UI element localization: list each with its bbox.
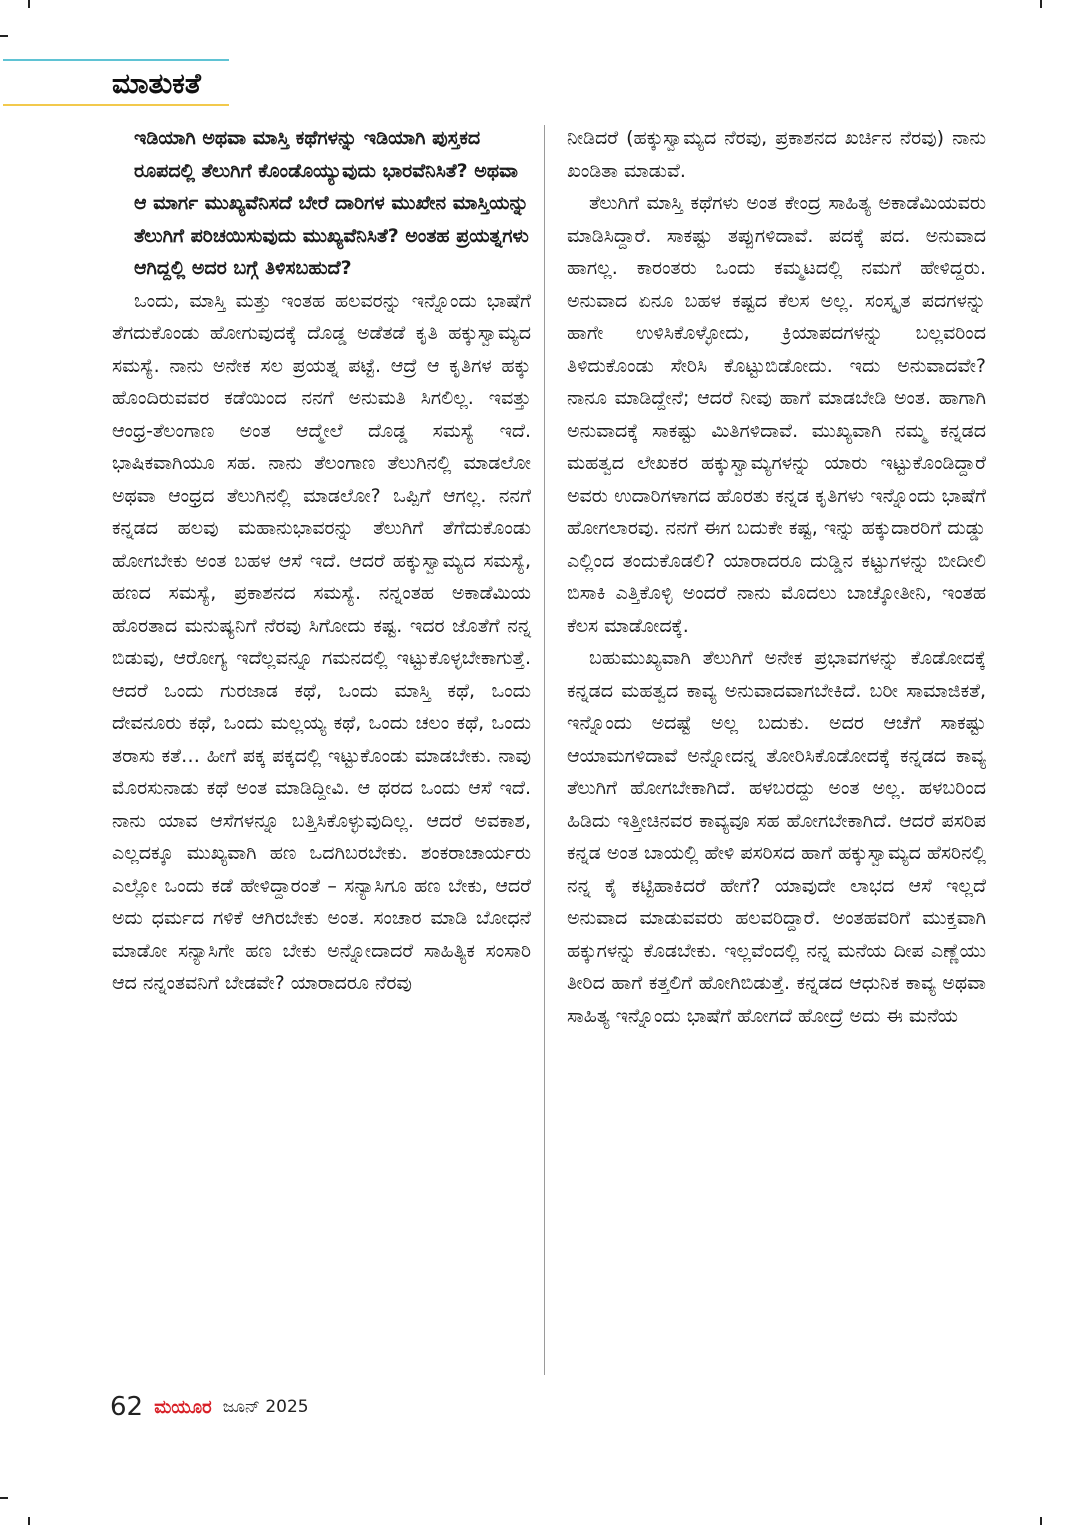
crop-mark-left-upper: [0, 35, 8, 37]
answer-paragraph: ಬಹುಮುಖ್ಯವಾಗಿ ತೆಲುಗಿಗೆ ಅನೇಕ ಪ್ರಭಾವಗಳನ್ನು ಕೊಡೋದಕ್ಕೆ ಕನ್ನಡದ ಮಹತ್ವದ ಕಾವ್ಯ ಅನುವಾದವಾಗಬೇಕಿದೆ. ಬರೀ ಸಾಮಾಜಿಕತೆ, ಇನ್ನೊಂದು ಅದಷ್ಟೆ ಅಲ್ಲ ಬದುಕು. ಅದರ ಆಚೆಗೆ ಸಾಕಷ್ಟು ಆಯಾಮಗಳಿದಾವೆ ಅನ್ನೋದನ್ನ ತೋರಿಸಿಕೊಡೋದಕ್ಕೆ ಕನ್ನಡದ ಕಾವ್ಯ ತೆಲುಗಿಗೆ ಹೋಗಬೇಕಾಗಿದೆ. ಹಳಬರದ್ದು ಅಂತ ಅಲ್ಲ. ಹಳಬರಿಂದ ಹಿಡಿದು ಇತ್ತೀಚಿನವರ ಕಾವ್ಯವೂ ಸಹ ಹೋಗಬೇಕಾಗಿದೆ. ಆದರೆ ಪಸರಿಪ ಕನ್ನಡ ಅಂತ ಬಾಯಲ್ಲಿ ಹೇಳಿ ಪಸರಿಸದ ಹಾಗೆ ಹಕ್ಕುಸ್ವಾಮ್ಯದ ಹೆಸರಿನಲ್ಲಿ ನನ್ನ ಕೈ ಕಟ್ಟಿಹಾಕಿದರೆ ಹೇಗೆ? ಯಾವುದೇ ಲಾಭದ ಆಸೆ ಇಲ್ಲದೆ ಅನುವಾದ ಮಾಡುವವರು ಹಲವರಿದ್ದಾರೆ. ಅಂತಹವರಿಗೆ ಮುಕ್ತವಾಗಿ ಹಕ್ಕುಗಳನ್ನು ಕೊಡಬೇಕು. ಇಲ್ಲವೆಂದಲ್ಲಿ ನನ್ನ ಮನೆಯ ದೀಪ ಎಣ್ಣೆಯು ತೀರಿದ ಹಾಗೆ ಕತ್ತಲಿಗೆ ಹೋಗಿಬಿಡುತ್ತೆ. ಕನ್ನಡದ ಆಧುನಿಕ ಕಾವ್ಯ ಅಥವಾ ಸಾಹಿತ್ಯ ಇನ್ನೊಂದು ಭಾಷೆಗೆ ಹೋಗದೆ ಹೋದ್ರೆ ಅದು ಈ ಮನೆಯ: [567, 647, 986, 1027]
crop-mark-top-left: [28, 0, 30, 8]
page-number: 62: [110, 1392, 144, 1422]
header-rule-bottom: [3, 104, 229, 106]
issue-date: ಜೂನ್ 2025: [222, 1397, 309, 1417]
answer-paragraph-continued: ನೀಡಿದರೆ (ಹಕ್ಕುಸ್ವಾಮ್ಯದ ನೆರವು, ಪ್ರಕಾಶನದ ಖರ್ಚಿನ ನೆರವು) ನಾನು ಖಂಡಿತಾ ಮಾಡುವೆ.: [567, 127, 986, 182]
page-footer: [110, 1392, 309, 1422]
crop-mark-top-right: [1040, 0, 1042, 8]
section-title: ಮಾತುಕತೆ: [112, 67, 201, 100]
interview-question: ಇಡಿಯಾಗಿ ಅಥವಾ ಮಾಸ್ತಿ ಕಥೆಗಳನ್ನು ಇಡಿಯಾಗಿ ಪುಸ್ತಕದ ರೂಪದಲ್ಲಿ ತೆಲುಗಿಗೆ ಕೊಂಡೊಯ್ಯುವುದು ಭಾರವೆನಿಸಿತೆ? ಅಥವಾ ಆ ಮಾರ್ಗ ಮುಖ್ಯವೆನಿಸದೆ ಬೇರೆ ದಾರಿಗಳ ಮುಖೇನ ಮಾಸ್ತಿಯನ್ನು ತೆಲುಗಿಗೆ ಪರಿಚಯಿಸುವುದು ಮುಖ್ಯವೆನಿಸಿತೆ? ಅಂತಹ ಪ್ರಯತ್ನಗಳು ಆಗಿದ್ದಲ್ಲಿ ಅದರ ಬಗ್ಗೆ ತಿಳಿಸಬಹುದೆ?: [134, 127, 529, 279]
column-divider: [544, 125, 545, 1375]
answer-paragraph: ತೆಲುಗಿಗೆ ಮಾಸ್ತಿ ಕಥೆಗಳು ಅಂತ ಕೇಂದ್ರ ಸಾಹಿತ್ಯ ಅಕಾಡೆಮಿಯವರು ಮಾಡಿಸಿದ್ದಾರೆ. ಸಾಕಷ್ಟು ತಪ್ಪುಗಳಿದಾವೆ. ಪದಕ್ಕೆ ಪದ. ಅನುವಾದ ಹಾಗಲ್ಲ. ಕಾರಂತರು ಒಂದು ಕಮ್ಮಟದಲ್ಲಿ ನಮಗೆ ಹೇಳಿದ್ದರು. ಅನುವಾದ ಏನೂ ಬಹಳ ಕಷ್ಟದ ಕೆಲಸ ಅಲ್ಲ. ಸಂಸ್ಕೃತ ಪದಗಳನ್ನು ಹಾಗೇ ಉಳಿಸಿಕೊಳ್ಳೋದು, ಕ್ರಿಯಾಪದಗಳನ್ನು ಬಲ್ಲವರಿಂದ ತಿಳಿದುಕೊಂಡು ಸೇರಿಸಿ ಕೊಟ್ಟುಬಿಡೋದು. ಇದು ಅನುವಾದವೇ? ನಾನೂ ಮಾಡಿದ್ದೇನೆ; ಆದರೆ ನೀವು ಹಾಗೆ ಮಾಡಬೇಡಿ ಅಂತ. ಹಾಗಾಗಿ ಅನುವಾದಕ್ಕೆ ಸಾಕಷ್ಟು ಮಿತಿಗಳಿದಾವೆ. ಮುಖ್ಯವಾಗಿ ನಮ್ಮ ಕನ್ನಡದ ಮಹತ್ವದ ಲೇಖಕರ ಹಕ್ಕುಸ್ವಾಮ್ಯಗಳನ್ನು ಯಾರು ಇಟ್ಟುಕೊಂಡಿದ್ದಾರೆ ಅವರು ಉದಾರಿಗಳಾಗದ ಹೊರತು ಕನ್ನಡ ಕೃತಿಗಳು ಇನ್ನೊಂದು ಭಾಷೆಗೆ ಹೋಗಲಾರವು. ನನಗೆ ಈಗ ಬದುಕೇ ಕಷ್ಟ, ಇನ್ನು ಹಕ್ಕುದಾರರಿಗೆ ದುಡ್ಡು ಎಲ್ಲಿಂದ ತಂದುಕೊಡಲಿ? ಯಾರಾದರೂ ದುಡ್ಡಿನ ಕಟ್ಟುಗಳನ್ನು ಬೀದೀಲಿ ಬಿಸಾಕಿ ಎತ್ತಿಕೊಳ್ಳಿ ಅಂದರೆ ನಾನು ಮೊದಲು ಬಾಚ್ಕೋತೀನಿ, ಇಂತಹ ಕೆಲಸ ಮಾಡೋದಕ್ಕೆ.: [567, 192, 986, 637]
header-rule-top: [3, 59, 229, 61]
crop-mark-bottom-left: [28, 1517, 30, 1525]
crop-mark-left-lower: [0, 1497, 8, 1499]
left-column: [112, 122, 531, 1000]
answer-paragraph: ಒಂದು, ಮಾಸ್ತಿ ಮತ್ತು ಇಂತಹ ಹಲವರನ್ನು ಇನ್ನೊಂದು ಭಾಷೆಗೆ ತೆಗದುಕೊಂಡು ಹೋಗುವುದಕ್ಕೆ ದೊಡ್ಡ ಅಡೆತಡೆ ಕೃತಿ ಹಕ್ಕುಸ್ವಾಮ್ಯದ ಸಮಸ್ಯೆ. ನಾನು ಅನೇಕ ಸಲ ಪ್ರಯತ್ನ ಪಟ್ಟೆ. ಆದ್ರೆ ಆ ಕೃತಿಗಳ ಹಕ್ಕು ಹೊಂದಿರುವವರ ಕಡೆಯಿಂದ ನನಗೆ ಅನುಮತಿ ಸಿಗಲಿಲ್ಲ. ಇವತ್ತು ಆಂಧ್ರ-ತೆಲಂಗಾಣ ಅಂತ ಆದ್ಮೇಲೆ ದೊಡ್ಡ ಸಮಸ್ಯೆ ಇದೆ. ಭಾಷಿಕವಾಗಿಯೂ ಸಹ. ನಾನು ತೆಲಂಗಾಣ ತೆಲುಗಿನಲ್ಲಿ ಮಾಡಲೋ ಅಥವಾ ಆಂಧ್ರದ ತೆಲುಗಿನಲ್ಲಿ ಮಾಡಲೋ? ಒಪ್ಪಿಗೆ ಆಗಲ್ಲ. ನನಗೆ ಕನ್ನಡದ ಹಲವು ಮಹಾನುಭಾವರನ್ನು ತೆಲುಗಿಗೆ ತೆಗೆದುಕೊಂಡು ಹೋಗಬೇಕು ಅಂತ ಬಹಳ ಆಸೆ ಇದೆ. ಆದರೆ ಹಕ್ಕುಸ್ವಾಮ್ಯದ ಸಮಸ್ಯೆ, ಹಣದ ಸಮಸ್ಯೆ, ಪ್ರಕಾಶನದ ಸಮಸ್ಯೆ. ನನ್ನಂತಹ ಅಕಾಡೆಮಿಯ ಹೊರತಾದ ಮನುಷ್ಯನಿಗೆ ನೆರವು ಸಿಗೋದು ಕಷ್ಟ. ಇದರ ಜೊತೆಗೆ ನನ್ನ ಬಿಡುವು, ಆರೋಗ್ಯ ಇದೆಲ್ಲವನ್ನೂ ಗಮನದಲ್ಲಿ ಇಟ್ಟುಕೊಳ್ಳಬೇಕಾಗುತ್ತೆ. ಆದರೆ ಒಂದು ಗುರಜಾಡ ಕಥೆ, ಒಂದು ಮಾಸ್ತಿ ಕಥೆ, ಒಂದು ದೇವನೂರು ಕಥೆ, ಒಂದು ಮಲ್ಲಯ್ಯ ಕಥೆ, ಒಂದು ಚಲಂ ಕಥೆ, ಒಂದು ತರಾಸು ಕತೆ… ಹೀಗೆ ಪಕ್ಕ ಪಕ್ಕದಲ್ಲಿ ಇಟ್ಟುಕೊಂಡು ಮಾಡಬೇಕು. ನಾವು ಮೊರಸುನಾಡು ಕಥೆ ಅಂತ ಮಾಡಿದ್ದೀವಿ. ಆ ಥರದ ಒಂದು ಆಸೆ ಇದೆ. ನಾನು ಯಾವ ಆಸೆಗಳನ್ನೂ ಬತ್ತಿಸಿಕೊಳ್ಳುವುದಿಲ್ಲ. ಆದರೆ ಅವಕಾಶ, ಎಲ್ಲದಕ್ಕೂ ಮುಖ್ಯವಾಗಿ ಹಣ ಒದಗಿಬರಬೇಕು. ಶಂಕರಾಚಾರ್ಯರು ಎಲ್ಲೋ ಒಂದು ಕಡೆ ಹೇಳಿದ್ದಾರಂತೆ – ಸನ್ಯಾಸಿಗೂ ಹಣ ಬೇಕು, ಆದರೆ ಅದು ಧರ್ಮದ ಗಳಿಕೆ ಆಗಿರಬೇಕು ಅಂತ. ಸಂಚಾರ ಮಾಡಿ ಬೋಧನೆ ಮಾಡೋ ಸನ್ಯಾಸಿಗೇ ಹಣ ಬೇಕು ಅನ್ನೋದಾದರೆ ಸಾಹಿತ್ಯಿಕ ಸಂಸಾರಿ ಆದ ನನ್ನಂತವನಿಗೆ ಬೇಡವೇ? ಯಾರಾದರೂ ನೆರವು: [112, 289, 531, 994]
right-column: [567, 122, 986, 1032]
magazine-logo: ಮಯೂರ: [154, 1396, 212, 1418]
crop-mark-bottom-right: [1040, 1517, 1042, 1525]
